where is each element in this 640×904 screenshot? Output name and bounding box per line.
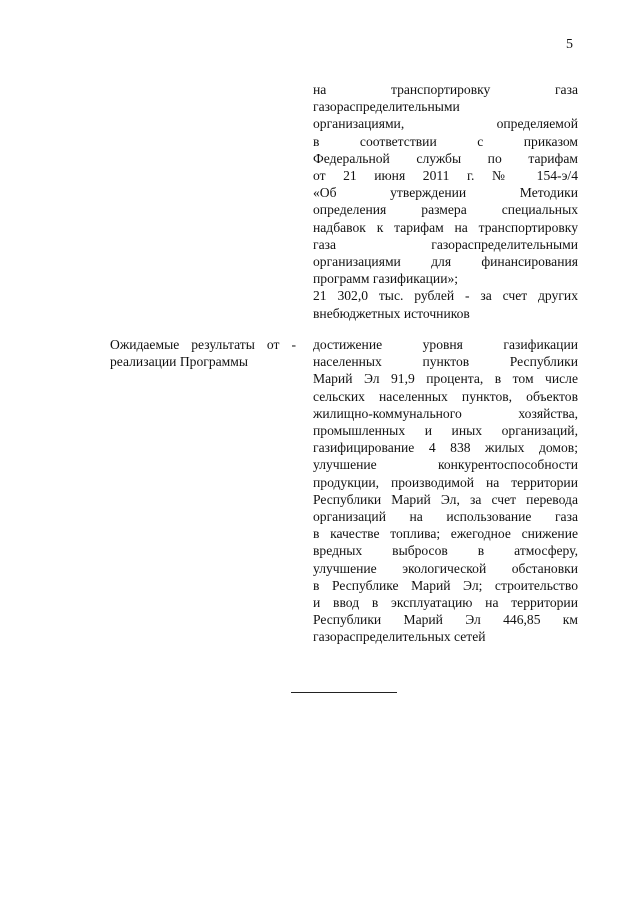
text-line: в качестве топлива; ежегодное снижение [313,526,578,542]
text-line: газа газораспределительными [313,236,578,252]
text-line: жилищно-коммунального хозяйства, [313,405,578,421]
text-line: внебюджетных источников [313,305,470,321]
text-line: программ газификации»; [313,271,459,287]
text-line: Ожидаемые результаты от - [110,337,296,352]
text-line: организаций на использование газа [313,509,578,525]
text-line: «Об утверждении Методики [313,185,578,201]
results-value [313,336,578,646]
text-line: Марий Эл 91,9 процента, в том числе [313,371,578,387]
text-line: промышленных и иных организаций, [313,423,578,439]
text-line: достижение уровня газификации [313,337,578,352]
text-line: продукции, производимой на территории [313,474,578,490]
text-line: газораспределительными [313,99,460,115]
text-line: реализации Программы [110,354,248,370]
continuation-text [313,81,578,322]
text-line: газораспределительных сетей [313,629,486,645]
text-line: организациями, определяемой [313,116,578,132]
text-line: населенных пунктов Республики [313,354,578,370]
text-line: Республики Марий Эл 446,85 км [313,612,578,628]
text-line: газифицирование 4 838 жилых домов; [313,440,578,456]
text-line: организациями для финансирования [313,254,578,270]
text-line: на транспортировку газа [313,82,578,97]
text-line: от 21 июня 2011 г. № 154-э/4 [313,168,578,184]
text-line: Республики Марий Эл, за счет перевода [313,491,578,507]
text-line: в Республике Марий Эл; строительство [313,577,578,593]
text-line: вредных выбросов в атмосферу, [313,543,578,559]
text-line: и ввод в эксплуатацию на территории [313,595,578,611]
text-line: 21 302,0 тыс. рублей - за счет других [313,288,578,304]
text-line: улучшение конкурентоспособности [313,457,578,473]
end-of-section-rule [291,692,397,693]
text-line: Федеральной службы по тарифам [313,150,578,166]
text-line: определения размера специальных [313,202,578,218]
text-line: в соответствии с приказом [313,133,578,149]
text-line: надбавок к тарифам на транспортировку [313,219,578,235]
text-line: сельских населенных пунктов, объектов [313,388,578,404]
text-line: улучшение экологической обстановки [313,560,578,576]
page-number: 5 [566,37,573,52]
results-label [110,336,296,370]
